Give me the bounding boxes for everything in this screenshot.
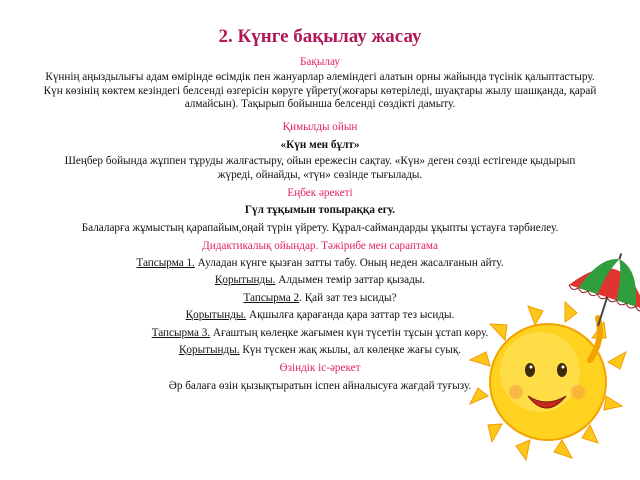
task-3-text: Ағаштың көлеңке жағымен күн түсетін тұсын ұстап көру. [210, 327, 489, 339]
umbrella-icon [568, 241, 640, 312]
observation-text: Күннің аңыздылығы адам өмірінде өсімдік пен жануарлар әлеміндегі алатын орны жайында түсінік қалыптастыру. Күн көзінің көктем кезіндегі белсенді өзгерісін көруге үйрету(жоғары көтеріледі, шуақтары жылу шашқанда, қарай алмайсын). Тақырып бойынша белсенді сөздікті дамыту. [43, 71, 597, 110]
conclusion-2-text: Ақшылға қарағанда қара заттар тез ысиды. [246, 309, 455, 321]
game-heading: Қимылды ойын [282, 121, 358, 133]
task-1-text: Ауладан күнге қызған затты табу. Оның неден жасалғанын айту. [194, 257, 504, 269]
labor-heading: Еңбек әрекеті [287, 187, 353, 199]
independent-heading: Өзіндік іс-әрекет [279, 362, 361, 374]
conclusion-3-label: Қорытынды. [178, 344, 240, 356]
task-3-label: Тапсырма 3. [151, 327, 211, 339]
game-text: Шеңбер бойында жұппен тұруды жалғастыру, ойын ережесін сақтау. «Күн» деген сөзді естігенде қыдырып жүреді, ойнайды, «түн» сөзінде тығылады. [64, 155, 576, 181]
task-1-label: Тапсырма 1. [136, 257, 195, 269]
sun-eye-right [557, 363, 567, 377]
game-name: «Күн мен бұлт» [280, 139, 360, 151]
sun-eye-left [525, 363, 535, 377]
task-2-label: Тапсырма 2 [243, 292, 300, 304]
conclusion-3-text: Күн түскен жақ жылы, ал көлеңке жағы суық. [239, 344, 462, 356]
labor-text: Балаларға жұмыстың қарапайым,оңай түрін үйрету. Құрал-саймандарды ұқыпты ұстауға тәрбиелеу. [81, 222, 559, 234]
didactic-heading: Дидактикалық ойындар. Тәжірибе мен сараптама [202, 240, 438, 252]
labor-name: Гүл тұқымын топыраққа егу. [244, 204, 396, 216]
independent-text: Әр балаға өзін қызықтыратын іспен айналысуға жағдай туғызу. [168, 380, 472, 392]
task-2-text: . Қай зат тез ысиды? [299, 292, 397, 304]
conclusion-1-label: Қорытынды. [214, 274, 276, 286]
observation-heading: Бақылау [300, 56, 340, 68]
conclusion-1-text: Алдымен темір заттар қызады. [275, 274, 426, 286]
conclusion-2-label: Қорытынды. [185, 309, 247, 321]
slide-title: 2. Күнге бақылау жасау [218, 26, 422, 47]
